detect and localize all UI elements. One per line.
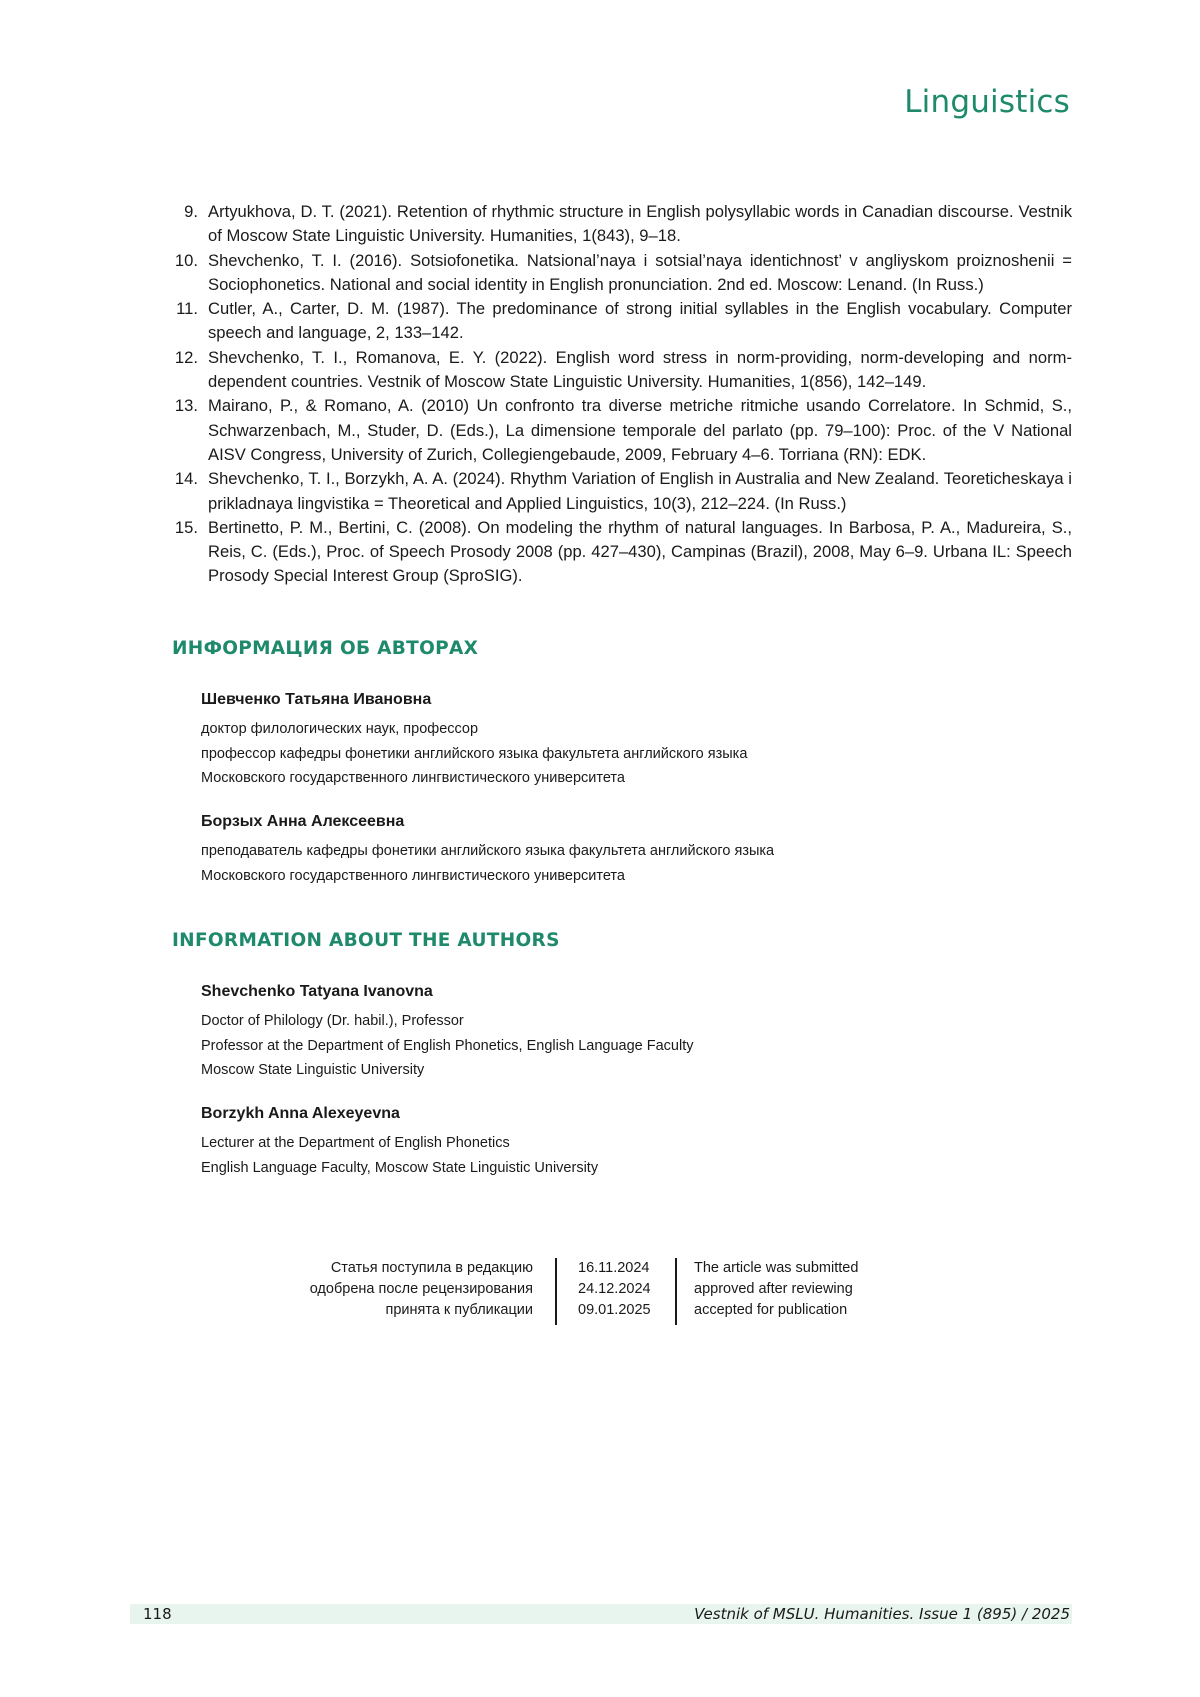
reference-item [160,200,1072,249]
reference-text: Shevchenko, T. I., Romanova, E. Y. (2022). English word stress in norm-providing, norm-developing and norm-dependent countries. Vestnik of Moscow State Linguistic University. Humanities, 1(856), 142–149. [208,348,1072,391]
reference-text: Cutler, A., Carter, D. M. (1987). The predominance of strong initial syllables in the English vocabulary. Computer speech and language, 2, 133–142. [208,299,1072,342]
status-labels-en [694,1258,858,1321]
reference-number: 9. [160,200,198,224]
author-name: Borzykh Anna Alexeyevna [201,1101,598,1127]
reference-text: Shevchenko, T. I. (2016). Sotsiofonetika. Natsional’naya i sotsial’naya identichnost’ v angliyskom proiznoshenii = Sociophonetics. National and social identity in English pronunciation. 2nd ed. Moscow: Lenand. (In Russ.) [208,251,1072,294]
author-detail: English Language Faculty, Moscow State Linguistic University [201,1156,598,1181]
status-label-en: approved after reviewing [694,1279,858,1300]
status-label-en: The article was submitted [694,1258,858,1279]
author-detail: профессор кафедры фонетики английского языка факультета английского языка [201,742,747,767]
reference-number: 13. [160,394,198,418]
author-block [201,687,747,791]
journal-title: Vestnik of MSLU. Humanities. Issue 1 (895) / 2025 [694,1604,1070,1624]
divider [555,1258,557,1325]
status-label-ru: Статья поступила в редакцию [310,1258,533,1279]
status-label-ru: принята к публикации [310,1300,533,1321]
status-date: 16.11.2024 [578,1258,651,1279]
reference-text: Artyukhova, D. T. (2021). Retention of rhythmic structure in English polysyllabic words in Canadian discourse. Vestnik of Moscow State Linguistic University. Humanities, 1(843), 9–18. [208,202,1072,245]
section-title: Linguistics [904,84,1070,120]
authors-heading-en: INFORMATION ABOUT THE AUTHORS [172,930,560,951]
author-detail: Московского государственного лингвистического университета [201,864,774,889]
status-date: 24.12.2024 [578,1279,651,1300]
author-name: Shevchenko Tatyana Ivanovna [201,979,693,1005]
reference-text: Mairano, P., & Romano, A. (2010) Un confronto tra diverse metriche ritmiche usando Correlatore. In Schmid, S., Schwarzenbach, M., Studer, D. (Eds.), La dimensione temporale del parlato (pp. 79–100): Proc. of the V National AISV Congress, University of Zurich, Collegiengebaude, 2009, February 4–6. Torriana (RN): EDK. [208,396,1072,464]
author-block [201,979,693,1083]
reference-item [160,346,1072,395]
status-date: 09.01.2025 [578,1300,651,1321]
article-status-table [0,1258,1200,1330]
reference-item [160,394,1072,467]
reference-item [160,297,1072,346]
author-detail: доктор филологических наук, профессор [201,717,747,742]
author-name: Борзых Анна Алексеевна [201,809,774,835]
page-number: 118 [143,1604,172,1624]
reference-list [160,200,1072,589]
authors-heading-ru: ИНФОРМАЦИЯ ОБ АВТОРАХ [172,638,478,659]
author-name: Шевченко Татьяна Ивановна [201,687,747,713]
reference-number: 15. [160,516,198,540]
reference-number: 11. [160,297,198,321]
author-detail: Lecturer at the Department of English Phonetics [201,1131,598,1156]
reference-text: Shevchenko, T. I., Borzykh, A. A. (2024). Rhythm Variation of English in Australia and New Zealand. Teoreticheskaya i prikladnaya lingvistika = Theoretical and Applied Linguistics, 10(3), 212–224. (In Russ.) [208,469,1072,512]
reference-number: 10. [160,249,198,273]
status-labels-ru [310,1258,533,1321]
author-detail: Moscow State Linguistic University [201,1058,693,1083]
status-label-en: accepted for publication [694,1300,858,1321]
status-dates [578,1258,651,1321]
author-detail: Московского государственного лингвистического университета [201,766,747,791]
author-detail: преподаватель кафедры фонетики английского языка факультета английского языка [201,839,774,864]
status-label-ru: одобрена после рецензирования [310,1279,533,1300]
reference-item [160,249,1072,298]
reference-text: Bertinetto, P. M., Bertini, C. (2008). On modeling the rhythm of natural languages. In Barbosa, P. A., Madureira, S., Reis, C. (Eds.), Proc. of Speech Prosody 2008 (pp. 427–430), Campinas (Brazil), 2008, May 6–9. Urbana IL: Speech Prosody Special Interest Group (SproSIG). [208,518,1072,586]
divider [675,1258,677,1325]
author-block [201,809,774,888]
reference-number: 12. [160,346,198,370]
reference-number: 14. [160,467,198,491]
author-detail: Professor at the Department of English Phonetics, English Language Faculty [201,1034,693,1059]
author-detail: Doctor of Philology (Dr. habil.), Professor [201,1009,693,1034]
author-block [201,1101,598,1180]
reference-item [160,467,1072,516]
reference-item [160,516,1072,589]
